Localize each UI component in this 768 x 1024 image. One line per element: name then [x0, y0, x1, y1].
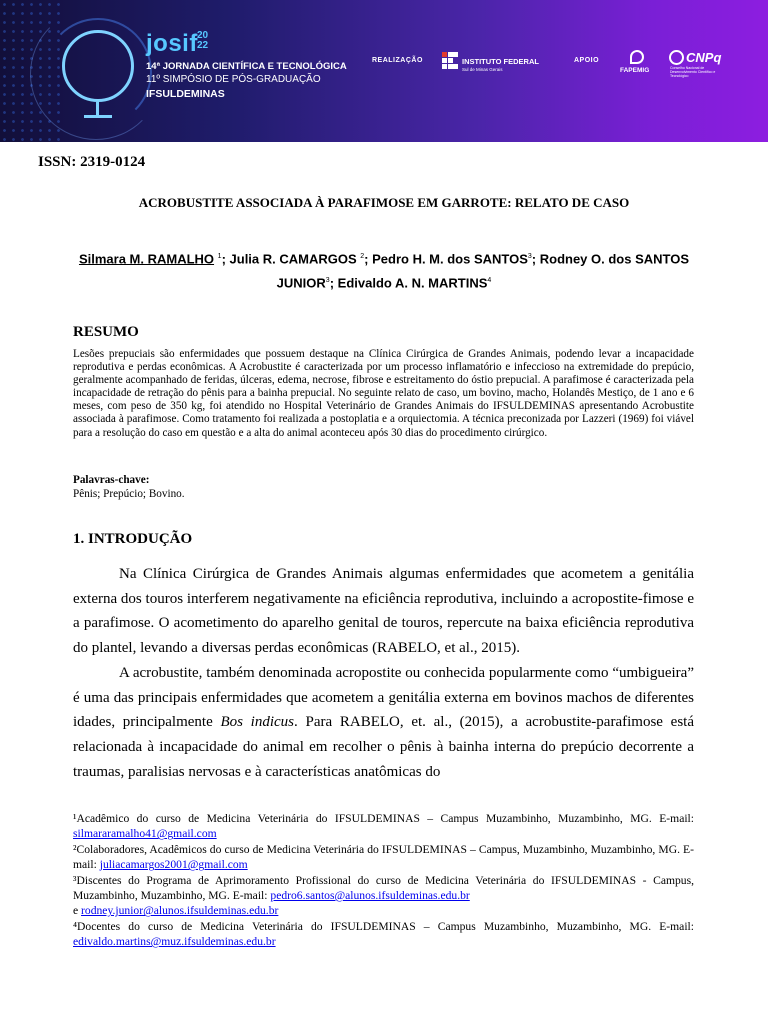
event-line-2: 11º SIMPÓSIO DE PÓS-GRADUAÇÃO [146, 74, 321, 85]
email-link[interactable]: juliacamargos2001@gmail.com [99, 858, 248, 872]
author-name: ; Julia R. CAMARGOS [221, 251, 361, 267]
event-year-top: 20 [197, 30, 209, 41]
abstract-text: Lesões prepuciais são enfermidades que possuem destaque na Clínica Cirúrgica de Grandes Animais, podendo levar a incapacidade reprodutiva e perdas econômicas. A Acrobustite é caracterizada por um processo inflamatório e infeccioso na extremidade do prepúcio, geralmente acompanhado de feridas, úlceras, edema, necrose, fibrose e estreitamento do óstio prepucial. A parafimose é caracterizada pela incapacidade de retração do pênis para a bainha prepucial. No seguinte relato de caso, um bovino, macho, Holandês Mestiço, de 1 ano e 6 meses, com peso de 350 kg, foi atendido no Hospital Veterinário de Grandes Animais do IFSULDEMINAS apresentando Acrobustite associada à parafimose. Como tratamento foi realizada a postoplatia e a orquiectomia. A técnica preconizada por Lazzeri (1969) foi viável para a resolução do caso em questão e a alta do animal aconteceu após 30 dias do procedimento cirúrgico. [73, 348, 694, 439]
cnpq-name: CNPq [686, 50, 722, 65]
footnotes [73, 811, 694, 950]
author-affiliation-marker: 1 [217, 253, 222, 260]
author-name: ; Edivaldo A. N. MARTINS [329, 275, 488, 291]
institute-subtitle: Sul de Minas Gerais [462, 67, 503, 72]
keywords-text: Pênis; Prepúcio; Bovino. [73, 488, 185, 500]
introduction-paragraph: Na Clínica Cirúrgica de Grandes Animais algumas enfermidades que acometem a genitália externa dos touros interferem negativamente na eficiência reprodutiva, incluindo a acropostite-fimose e a parafimose. O acometimento do aparelho genital de touros, repercute na baixa eficiência reprodutiva do plantel, levando a diversas perdas econômicas (RABELO, et al., 2015). [73, 566, 694, 657]
author-affiliation-marker: 3 [325, 277, 330, 285]
event-line-3: IFSULDEMINAS [146, 88, 225, 100]
email-link[interactable]: silmararamalho41@gmail.com [73, 827, 217, 841]
keywords-label: Palavras-chave: [73, 474, 150, 486]
institute-logo-icon [442, 52, 458, 72]
email-link[interactable]: edivaldo.martins@muz.ifsuldeminas.edu.br [73, 935, 276, 949]
footnote [73, 873, 694, 919]
globe-base-icon [84, 115, 112, 118]
fapemig-logo-icon [630, 50, 644, 64]
issn-label: ISSN: 2319-0124 [38, 154, 146, 170]
author-name: ; Pedro H. M. dos SANTOS [364, 251, 528, 267]
email-link[interactable]: pedro6.santos@alunos.ifsuldeminas.edu.br [270, 889, 470, 903]
email-link[interactable]: rodney.junior@alunos.ifsuldeminas.edu.br [81, 904, 279, 918]
paragraph-text: . Para RABELO, et. al., (2015), a acrobustite-parafimose está relacionada à incapacidade do animal em recolher o pênis à bainha interna do prepúcio decorrente a traumas, paralisias nervosas e à características anatômicas do [73, 714, 694, 780]
footnote-text: ⁴Docentes do curso de Medicina Veterinária do IFSULDEMINAS – Campus Muzambinho, Muzambinho, MG. E-mail: [73, 919, 694, 933]
author-name: Silmara M. RAMALHO [78, 251, 215, 267]
footnote-text: e [73, 904, 82, 918]
paragraph-text: A acrobustite, também denominada acropostite ou conhecida popularmente como “umbigueira” é uma das principais enfermidades que acometem a genitália externa em bovinos machos de diferentes idades, principalmente [73, 664, 694, 731]
introduction-paragraph [73, 661, 694, 785]
event-year-bottom: 22 [197, 40, 209, 51]
footnote-text: ³Discentes do Programa de Aprimoramento Profissional do curso de Medicina Veterinária do IFSULDEMINAS - Campus, Muzambinho, Muzambinho, MG. E-mail: [73, 873, 694, 903]
apoio-label: APOIO [574, 57, 600, 64]
globe-stand-icon [96, 102, 99, 116]
globe-icon [62, 30, 134, 102]
author-affiliation-marker: 3 [527, 253, 532, 260]
footnote [73, 919, 694, 950]
author-affiliation-marker: 2 [360, 253, 365, 260]
species-name: Bos indicus [220, 714, 295, 731]
introduction-heading: 1. INTRODUÇÃO [73, 531, 193, 547]
author-name: ; Rodney O. dos SANTOS JUNIOR [276, 251, 690, 291]
author-list [60, 246, 708, 295]
realizacao-label: REALIZAÇÃO [372, 57, 423, 64]
abstract-heading: RESUMO [73, 324, 139, 340]
event-line-1: 14ª JORNADA CIENTÍFICA E TECNOLÓGICA [146, 61, 347, 72]
paper-title: ACROBUSTITE ASSOCIADA À PARAFIMOSE EM GARROTE: RELATO DE CASO [138, 195, 630, 210]
fapemig-name: FAPEMIG [620, 67, 650, 74]
event-banner [0, 0, 768, 142]
cnpq-logo-icon [669, 50, 684, 65]
event-logo: josif [146, 30, 198, 57]
cnpq-subtitle: Conselho Nacional de Desenvolvimento Científico e Tecnológico [670, 66, 716, 78]
institute-name: INSTITUTO FEDERAL [462, 57, 539, 66]
footnote [73, 842, 694, 873]
footnote [73, 811, 694, 842]
author-affiliation-marker: 4 [487, 277, 492, 285]
event-year [197, 31, 213, 51]
footnote-text: ¹Acadêmico do curso de Medicina Veterinária do IFSULDEMINAS – Campus Muzambinho, Muzambinho, MG. E-mail: [73, 812, 694, 825]
introduction-body [73, 562, 694, 784]
footnote-text: ²Colaboradores, Acadêmicos do curso de Medicina Veterinária do IFSULDEMINAS – Campus, Muzambinho, Muzambinho, MG. E-mail: [73, 842, 694, 872]
